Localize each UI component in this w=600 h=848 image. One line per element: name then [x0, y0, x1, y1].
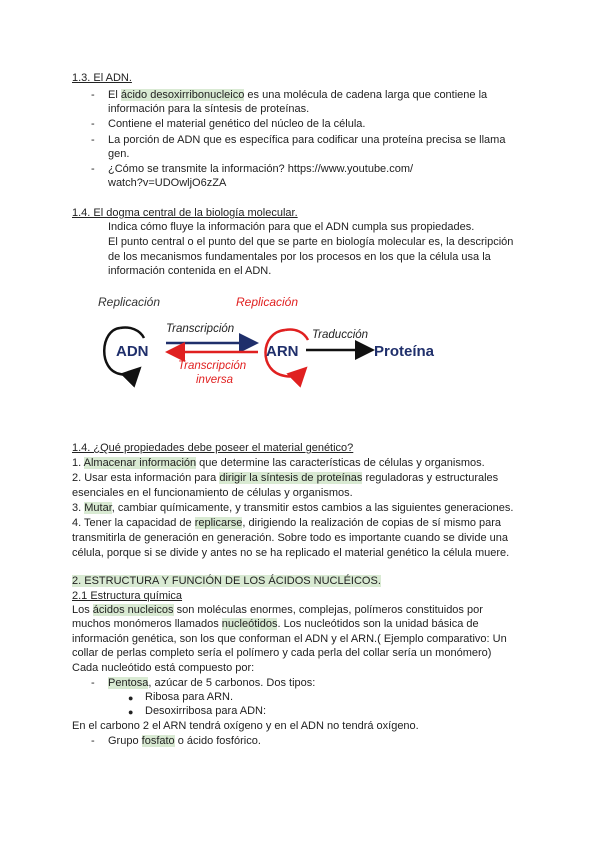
- numbered-item: 1. Almacenar información que determine las características de células y organismos.: [72, 457, 485, 469]
- list-dash: -: [91, 735, 95, 747]
- numbered-item-continuation: célula, porque si se divide y antes no se ha replicado el material genético la célula muere.: [72, 547, 510, 559]
- paragraph: información genética, son los que conforman el ADN y el ARN.( Ejemplo comparativo: Un: [72, 633, 507, 645]
- numbered-item: 3. Mutar, cambiar químicamente, y transmitir estos cambios a las siguientes generaciones.: [72, 502, 514, 514]
- section-heading-properties: 1.4. ¿Qué propiedades debe poseer el material genético?: [72, 442, 354, 454]
- highlight-text: ácido desoxirribonucleico: [120, 89, 245, 101]
- list-item: Contiene el material genético del núcleo de la célula.: [108, 118, 366, 130]
- replication-label-right: Replicación: [236, 295, 299, 309]
- arn-label: ARN: [266, 343, 299, 360]
- sub-list-item: Ribosa para ARN.: [145, 691, 234, 703]
- section-heading-dogma: 1.4. El dogma central de la biología molecular.: [72, 207, 298, 219]
- paragraph: muchos monómeros llamados nucleótidos. Los nucleótidos son la unidad básica de: [72, 618, 479, 630]
- list-item-continuation: gen.: [108, 148, 130, 160]
- highlight-text: dirigir la síntesis de proteínas: [219, 472, 363, 484]
- central-dogma-diagram: [90, 290, 450, 390]
- paragraph: Indica cómo fluye la información para que el ADN cumpla sus propiedades.: [108, 221, 475, 233]
- paragraph: Los ácidos nucleicos son moléculas enormes, complejas, polímeros constituidos por: [72, 604, 483, 616]
- highlight-text: replicarse: [194, 517, 243, 529]
- list-item: El ácido desoxirribonucleico es una molécula de cadena larga que contiene la: [108, 89, 488, 101]
- numbered-item-continuation: transmitirla de generación en generación. Sobre todo es importante cuando se divide una: [72, 532, 508, 544]
- numbered-item: 2. Usar esta información para dirigir la síntesis de proteínas reguladoras y estructurales: [72, 472, 499, 484]
- reverse-transcription-label: Transcripción: [178, 360, 247, 372]
- highlight-text: fosfato: [141, 735, 175, 747]
- replication-loop-left-top: [120, 327, 144, 338]
- highlight-text: Almacenar información: [83, 457, 197, 469]
- list-item-continuation: información para la síntesis de proteínas.: [108, 103, 310, 115]
- paragraph: En el carbono 2 el ARN tendrá oxígeno y en el ADN no tendrá oxígeno.: [72, 720, 419, 732]
- subsection-heading: 2.1 Estructura química: [72, 590, 183, 602]
- paragraph: collar de perlas completo sería el polímero y cada perla del collar sería un monómero): [72, 647, 492, 659]
- paragraph: Cada nucleótido está compuesto por:: [72, 662, 255, 674]
- list-dash: -: [91, 677, 95, 689]
- list-dash: -: [91, 118, 95, 130]
- replication-label-left: Replicación: [98, 295, 161, 309]
- bullet-icon: ●: [128, 693, 134, 703]
- list-dash: -: [91, 163, 95, 175]
- numbered-item-continuation: esenciales en el funcionamiento de células y organismos.: [72, 487, 353, 499]
- video-link-continuation[interactable]: watch?v=UDOwljO6zZA: [108, 177, 227, 189]
- highlight-text: Pentosa: [108, 677, 149, 689]
- list-item: La porción de ADN que es específica para codificar una proteína precisa se llama: [108, 134, 506, 146]
- list-item: Pentosa, azúcar de 5 carbonos. Dos tipos:: [108, 677, 316, 689]
- video-link[interactable]: ¿Cómo se transmite la información? https://www.youtube.com/: [108, 163, 414, 175]
- highlight-text: Mutar: [84, 502, 112, 514]
- highlight-text: nucleótidos: [221, 618, 278, 630]
- protein-label: Proteína: [374, 343, 435, 360]
- section-heading-adn: 1.3. El ADN.: [72, 72, 132, 84]
- sub-list-item: Desoxirribosa para ADN:: [145, 705, 267, 717]
- numbered-item: 4. Tener la capacidad de replicarse, dirigiendo la realización de copias de sí mismo para: [72, 517, 502, 529]
- section-heading-structure: 2. ESTRUCTURA Y FUNCIÓN DE LOS ÁCIDOS NUCLÉICOS.: [72, 575, 381, 587]
- list-dash: -: [91, 134, 95, 146]
- highlight-text: ácidos nucleicos: [92, 604, 174, 616]
- paragraph: información contenida en el ADN.: [108, 265, 272, 277]
- list-dash: -: [91, 89, 95, 101]
- replication-loop-right-top: [285, 329, 308, 340]
- list-item: Grupo fosfato o ácido fosfórico.: [108, 735, 261, 747]
- reverse-transcription-label: inversa: [196, 374, 234, 386]
- paragraph: El punto central o el punto del que se parte en biología molecular es, la descripción: [108, 236, 514, 248]
- bullet-icon: ●: [128, 707, 134, 717]
- adn-label: ADN: [116, 343, 149, 360]
- paragraph: de los mecanismos fundamentales por los procesos en los que la célula usa la: [108, 251, 491, 263]
- translation-label: Traducción: [312, 329, 369, 341]
- transcription-label: Transcripción: [166, 323, 235, 335]
